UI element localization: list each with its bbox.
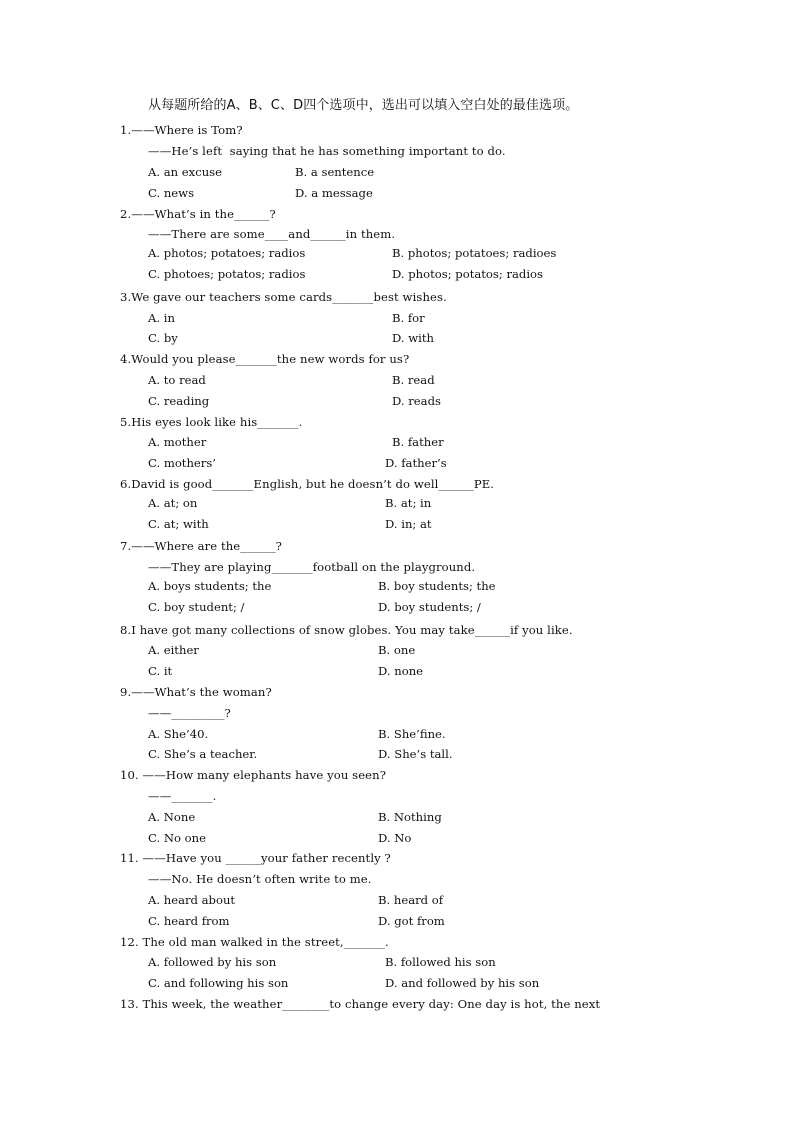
question-5-option-c: C. mothers’ [148, 456, 216, 470]
question-9-option-d: D. She’s tall. [378, 747, 453, 761]
question-6-stem: 6.David is good_______English, but he doesn’t do well______PE. [120, 477, 495, 491]
question-3-option-d: D. with [392, 331, 435, 345]
question-2-reply: ——There are some____and______in them. [148, 227, 396, 241]
question-1-option-b: B. a sentence [295, 165, 375, 179]
question-11-option-a: A. heard about [148, 893, 236, 907]
instruction-text: 从每题所给的A、B、C、D四个选项中，选出可以填入空白处的最佳选项。 [148, 98, 579, 113]
question-5-option-a: A. mother [148, 435, 207, 449]
question-12-option-c: C. and following his son [148, 976, 289, 990]
question-8-option-c: C. it [148, 664, 173, 678]
question-10-option-d: D. No [378, 831, 412, 845]
question-9-option-b: B. She’fine. [378, 727, 446, 741]
question-3-option-c: C. by [148, 331, 178, 345]
question-11-option-c: C. heard from [148, 914, 230, 928]
question-2-option-d: D. photos; potatos; radios [392, 267, 543, 281]
question-11-reply: ——No. He doesn’t often write to me. [148, 872, 372, 886]
question-4-option-d: D. reads [392, 394, 441, 408]
question-6-option-c: C. at; with [148, 517, 209, 531]
question-6-option-a: A. at; on [148, 496, 198, 510]
question-12-stem: 12. The old man walked in the street,_______. [120, 935, 389, 949]
question-7-option-a: A. boys students; the [148, 579, 272, 593]
question-10-option-c: C. No one [148, 831, 206, 845]
question-12-option-b: B. followed his son [385, 955, 496, 969]
question-2-option-a: A. photos; potatoes; radios [148, 246, 306, 260]
question-1-option-a: A. an excuse [148, 165, 222, 179]
question-12-option-d: D. and followed by his son [385, 976, 540, 990]
question-11-option-b: B. heard of [378, 893, 444, 907]
question-13-stem: 13. This week, the weather________to change every day: One day is hot, the next [120, 997, 601, 1011]
question-8-option-d: D. none [378, 664, 424, 678]
question-1-option-d: D. a message [295, 186, 373, 200]
question-1-reply: ——He’s left saying that he has something important to do. [148, 144, 506, 158]
question-8-option-a: A. either [148, 643, 199, 657]
question-1-option-c: C. news [148, 186, 195, 200]
question-5-option-d: D. father’s [385, 456, 447, 470]
question-8-option-b: B. one [378, 643, 416, 657]
question-10-option-a: A. None [148, 810, 196, 824]
question-2-stem: 2.——What’s in the______? [120, 207, 276, 221]
question-5-stem: 5.His eyes look like his_______. [120, 415, 303, 429]
question-6-option-d: D. in; at [385, 517, 432, 531]
question-11-stem: 11. ——Have you ______your father recently ? [120, 851, 391, 865]
question-4-option-c: C. reading [148, 394, 210, 408]
question-9-reply: ——_________? [148, 706, 231, 720]
question-9-option-c: C. She’s a teacher. [148, 747, 258, 761]
question-10-stem: 10. ——How many elephants have you seen? [120, 768, 387, 782]
question-7-option-d: D. boy students; / [378, 600, 481, 614]
question-8-stem: 8.I have got many collections of snow globes. You may take______if you like. [120, 623, 573, 637]
question-5-option-b: B. father [392, 435, 444, 449]
question-7-reply: ——They are playing_______football on the playground. [148, 560, 476, 574]
question-10-reply: ——_______. [148, 789, 217, 803]
question-7-option-b: B. boy students; the [378, 579, 496, 593]
question-4-option-b: B. read [392, 373, 435, 387]
question-12-option-a: A. followed by his son [148, 955, 277, 969]
question-10-option-b: B. Nothing [378, 810, 442, 824]
question-11-option-d: D. got from [378, 914, 445, 928]
question-9-option-a: A. She’40. [148, 727, 209, 741]
question-4-stem: 4.Would you please_______the new words for us? [120, 352, 410, 366]
question-3-option-b: B. for [392, 311, 425, 325]
question-3-option-a: A. in [148, 311, 175, 325]
question-4-option-a: A. to read [148, 373, 206, 387]
question-2-option-c: C. photoes; potatos; radios [148, 267, 306, 281]
question-7-option-c: C. boy student; / [148, 600, 245, 614]
question-9-stem: 9.——What’s the woman? [120, 685, 272, 699]
question-7-stem: 7.——Where are the______? [120, 539, 282, 553]
question-3-stem: 3.We gave our teachers some cards_______best wishes. [120, 290, 447, 304]
question-6-option-b: B. at; in [385, 496, 432, 510]
question-1-stem: 1.——Where is Tom? [120, 123, 243, 137]
question-2-option-b: B. photos; potatoes; radioes [392, 246, 557, 260]
